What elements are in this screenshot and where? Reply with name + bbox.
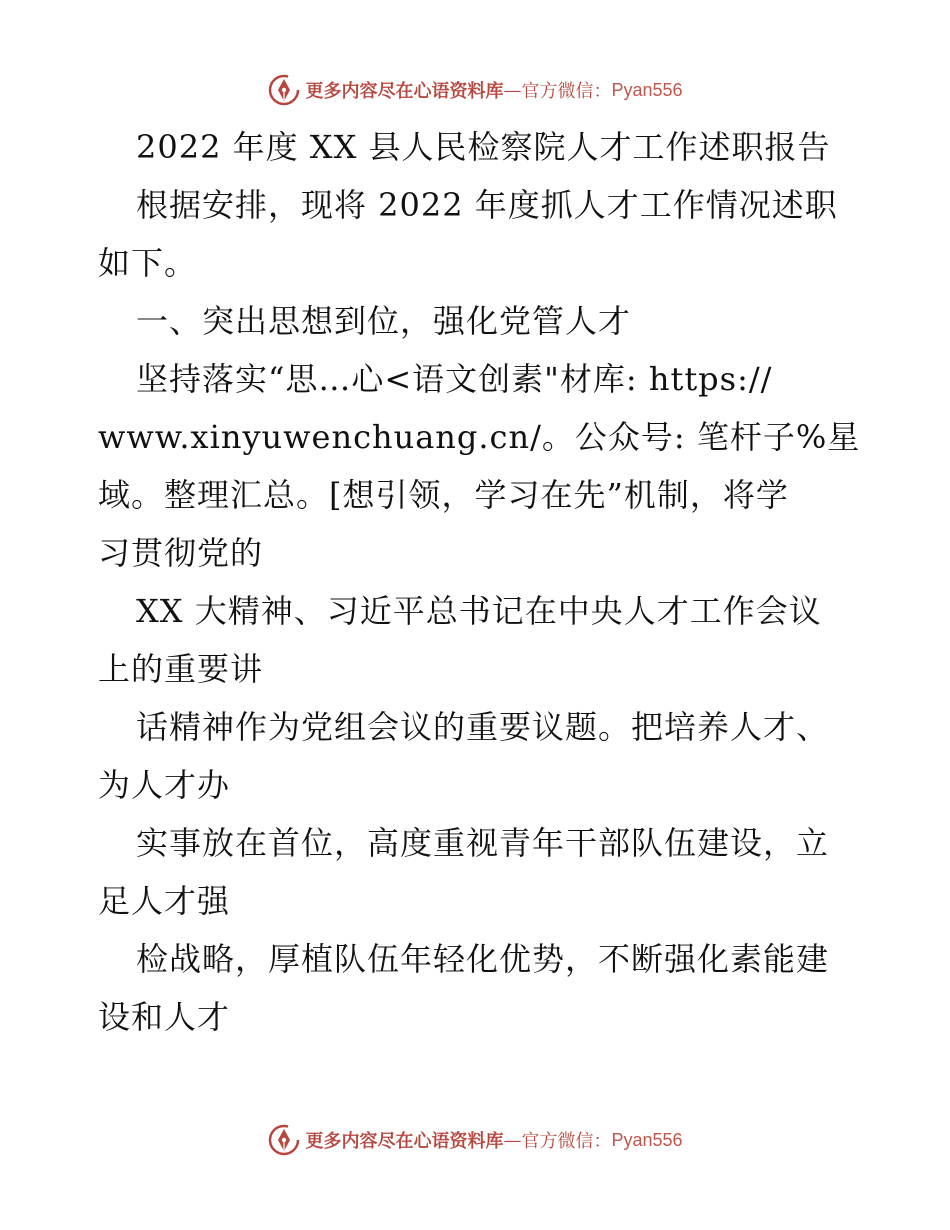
banner-main-text: 更多内容尽在心语资料库 xyxy=(305,1131,504,1152)
paragraph-line: 习贯彻党的 xyxy=(98,534,264,572)
paragraph-line: www.xinyuwenchuang.cn/。公众号: 笔杆子%星 xyxy=(98,418,861,456)
header-banner xyxy=(0,72,950,108)
paragraph-line: 坚持落实“思…心<语文创素"材库: https:// xyxy=(136,360,773,398)
fountain-pen-nib-icon xyxy=(267,1123,301,1157)
paragraph-line: 设和人才 xyxy=(98,998,231,1036)
document-title: 2022 年度 XX 县人民检察院人才工作述职报告 xyxy=(136,128,831,166)
paragraph-line: 上的重要讲 xyxy=(98,650,264,688)
paragraph-line: XX 大精神、习近平总书记在中央人才工作会议 xyxy=(136,592,822,630)
paragraph-line: 一、突出思想到位，强化党管人才 xyxy=(136,302,632,340)
banner-wechat-id: Pyan556 xyxy=(611,1129,683,1150)
banner-separator: — xyxy=(503,79,522,101)
document-body xyxy=(98,118,861,1046)
paragraph-line: 域。整理汇总。[想引领，学习在先”机制，将学 xyxy=(98,476,789,514)
paragraph-line: 检战略，厚植队伍年轻化优势，不断强化素能建 xyxy=(136,940,830,978)
document-paragraphs xyxy=(98,176,861,1046)
banner-wechat-label: 官方微信： xyxy=(521,81,612,102)
paragraph-line: 根据安排，现将 2022 年度抓人才工作情况述职 xyxy=(136,186,838,224)
paragraph-line: 为人才办 xyxy=(98,766,231,804)
footer-banner xyxy=(0,1122,950,1158)
banner-wechat-id: Pyan556 xyxy=(611,79,683,100)
paragraph-line: 实事放在首位，高度重视青年干部队伍建设，立 xyxy=(136,824,830,862)
paragraph-line: 足人才强 xyxy=(98,882,231,920)
paragraph-line: 话精神作为党组会议的重要议题。把培养人才、 xyxy=(136,708,830,746)
banner-main-text: 更多内容尽在心语资料库 xyxy=(305,81,504,102)
banner-separator: — xyxy=(503,1129,522,1151)
fountain-pen-nib-icon xyxy=(267,73,301,107)
banner-wechat-label: 官方微信： xyxy=(521,1131,612,1152)
paragraph-line: 如下。 xyxy=(98,244,198,282)
